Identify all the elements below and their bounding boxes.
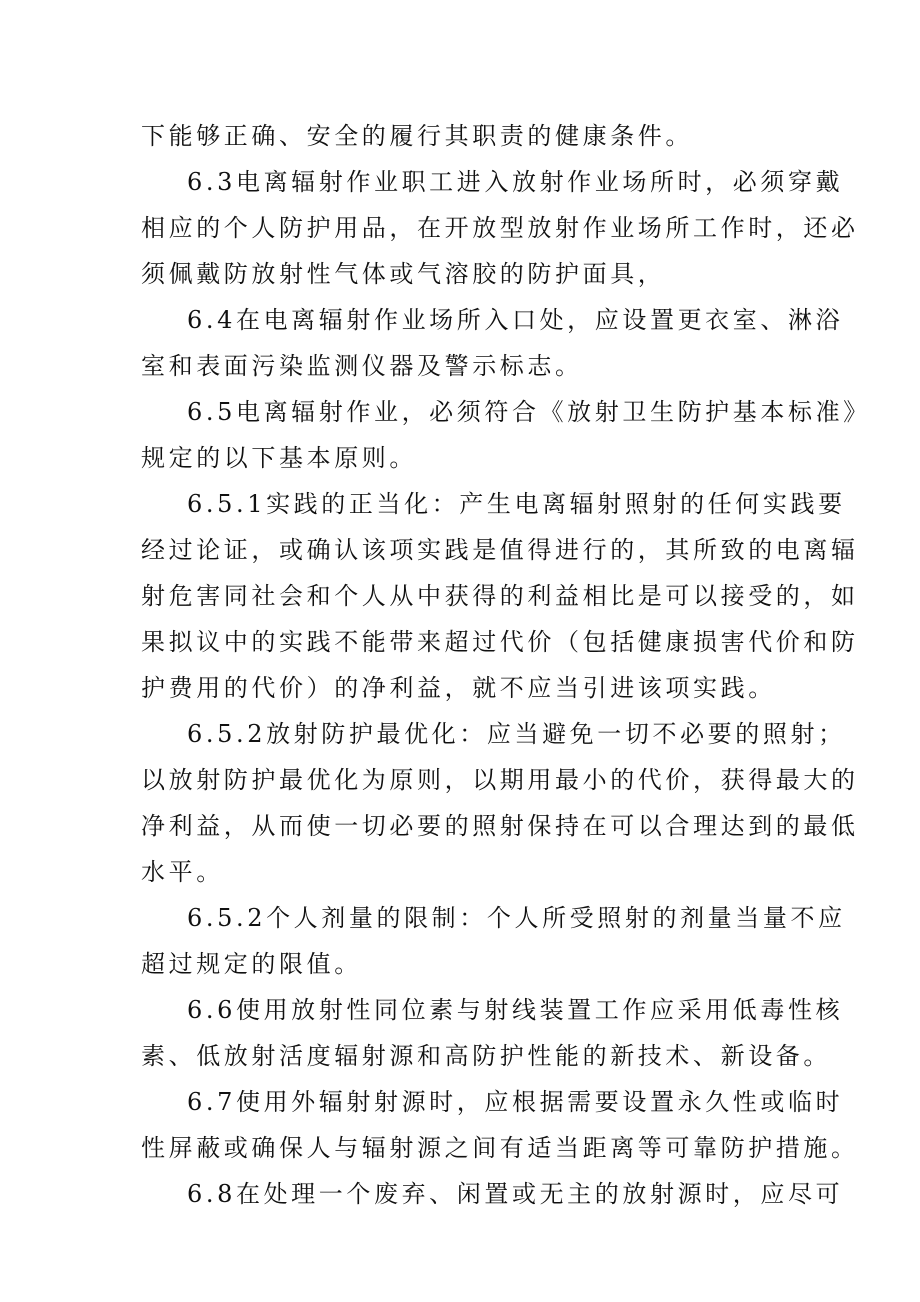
section-6-5-2-dose-line: 6.5.2个人剂量的限制：个人所受照射的剂量当量不应 [187,904,846,932]
text-line: 射危害同社会和个人从中获得的利益相比是可以接受的，如 [141,582,859,610]
section-6-5-2-line: 6.5.2放射防护最优化：应当避免一切不必要的照射； [187,720,846,748]
text-line: 室和表面污染监测仪器及警示标志。 [141,352,583,380]
text-line: 规定的以下基本原则。 [141,444,417,472]
text-line: 果拟议中的实践不能带来超过代价（包括健康损害代价和防 [141,628,859,656]
text-line: 素、低放射活度辐射源和高防护性能的新技术、新设备。 [141,1042,831,1070]
text-line: 经过论证，或确认该项实践是值得进行的，其所致的电离辐 [141,536,859,564]
section-6-5-1-line: 6.5.1实践的正当化：产生电离辐射照射的任何实践要 [187,490,846,518]
text-line: 超过规定的限值。 [141,950,362,978]
text-line: 水平。 [141,858,224,886]
text-line: 性屏蔽或确保人与辐射源之间有适当距离等可靠防护措施。 [141,1134,859,1162]
text-line: 净利益，从而使一切必要的照射保持在可以合理达到的最低 [141,812,859,840]
text-line: 护费用的代价）的净利益，就不应当引进该项实践。 [141,674,776,702]
text-line: 下能够正确、安全的履行其职责的健康条件。 [141,122,693,150]
section-6-5-line: 6.5电离辐射作业，必须符合《放射卫生防护基本标准》 [187,398,871,426]
section-6-6-line: 6.6使用放射性同位素与射线装置工作应采用低毒性核 [187,996,844,1024]
text-line: 须佩戴防放射性气体或气溶胶的防护面具， [141,260,666,288]
section-6-4-line: 6.4在电离辐射作业场所入口处，应设置更衣室、淋浴 [187,306,844,334]
section-6-8-line: 6.8在处理一个废弃、闲置或无主的放射源时，应尽可 [187,1180,844,1208]
text-line: 相应的个人防护用品，在开放型放射作业场所工作时，还必 [141,214,859,242]
text-line: 以放射防护最优化为原则，以期用最小的代价，获得最大的 [141,766,859,794]
section-6-7-line: 6.7使用外辐射射源时，应根据需要设置永久性或临时 [187,1088,844,1116]
section-6-3-line: 6.3电离辐射作业职工进入放射作业场所时，必须穿戴 [187,168,844,196]
